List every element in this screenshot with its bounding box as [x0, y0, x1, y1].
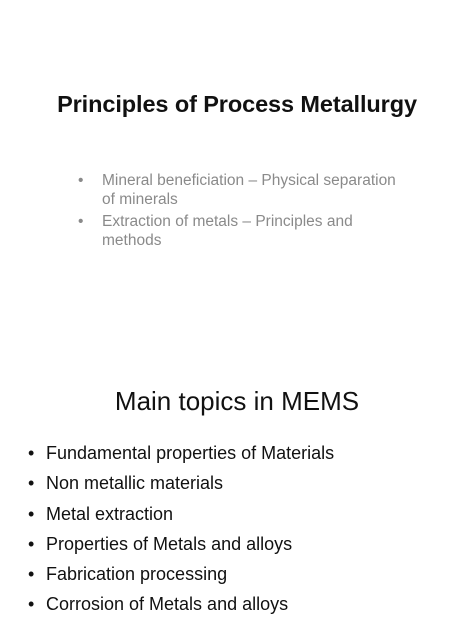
list-item-text: Non metallic materials	[46, 473, 224, 494]
slide-title: Principles of Process Metallurgy	[57, 91, 417, 117]
slide-main-topics	[0, 316, 474, 632]
list-item-text: Properties of Metals and alloys	[46, 533, 293, 554]
list-item-text: Fabrication processing	[46, 564, 228, 585]
list-item	[78, 212, 408, 250]
list-item-text: Corrosion of Metals and alloys	[46, 594, 289, 615]
bullet-icon: •	[78, 172, 84, 189]
slide-title: Main topics in MEMS	[114, 386, 360, 416]
list-item	[28, 499, 458, 529]
list-item	[28, 468, 458, 498]
list-item	[28, 559, 458, 589]
bullet-icon: •	[78, 213, 84, 230]
bullet-icon: •	[28, 503, 35, 524]
list-item-text: Metal extraction	[46, 503, 174, 524]
bullet-icon: •	[28, 594, 35, 615]
bullet-icon: •	[28, 533, 35, 554]
bullet-list	[28, 438, 458, 620]
list-item-text: Fundamental properties of Materials	[46, 443, 335, 463]
bullet-icon: •	[28, 473, 35, 494]
list-item	[28, 589, 458, 619]
list-item	[78, 171, 408, 209]
bullet-list	[78, 171, 408, 253]
list-item	[28, 529, 458, 559]
bullet-icon: •	[28, 564, 35, 585]
list-item	[28, 438, 458, 468]
list-item-text: Extraction of metals – Principles and methods	[102, 213, 353, 249]
list-item-text: Mineral beneficiation – Physical separation of minerals	[102, 172, 396, 208]
bullet-icon: •	[28, 443, 35, 463]
